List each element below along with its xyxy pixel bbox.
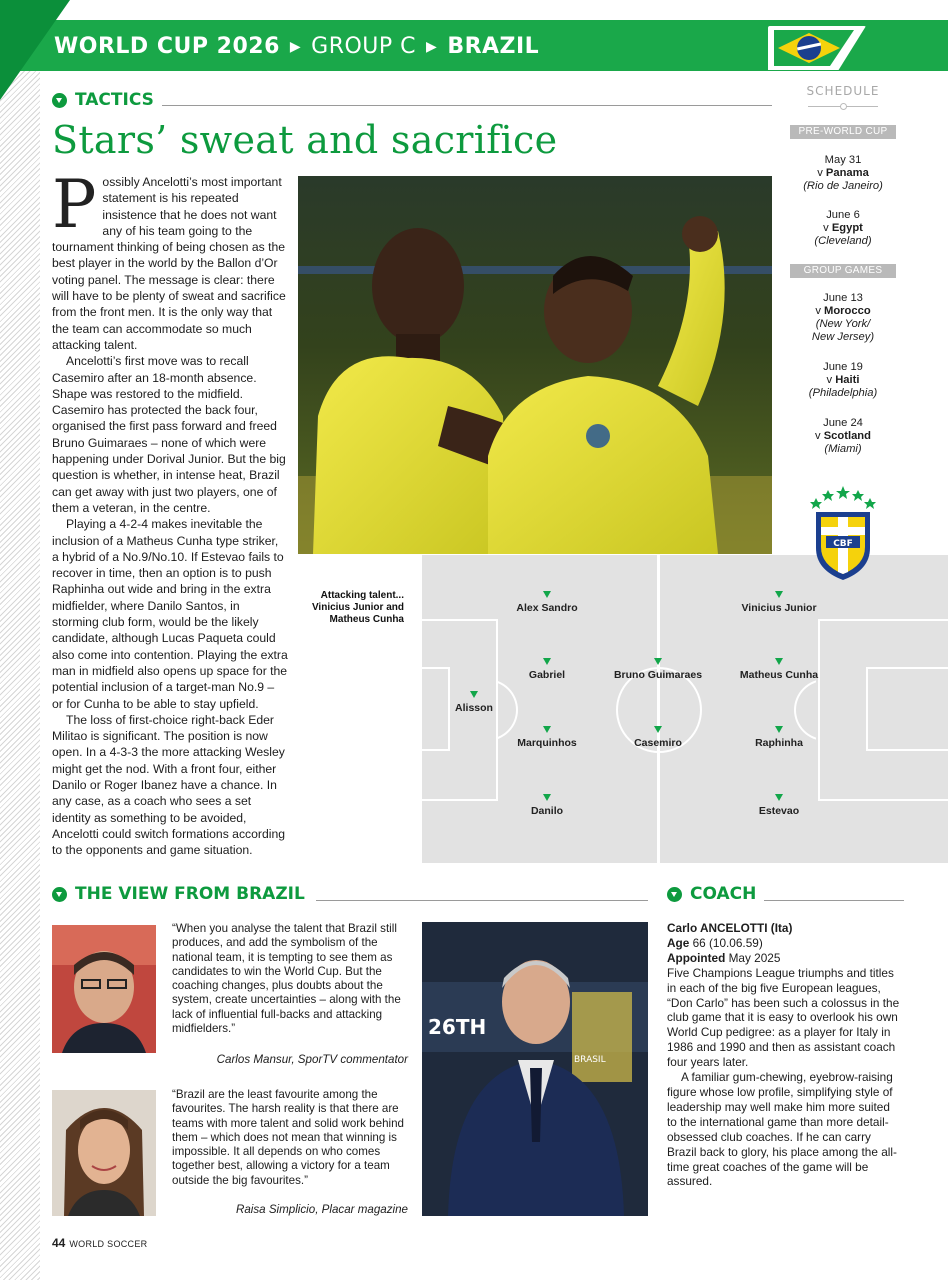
margin-hatching [0,0,40,1280]
commentator-photo [52,925,156,1053]
schedule-match: May 31 v Panama (Rio de Janeiro) [803,154,883,192]
coach-age: Age 66 (10.06.59) [667,935,763,950]
view-label: THE VIEW FROM BRAZIL [75,884,305,904]
player-marker-icon [654,726,662,733]
quote-text: “When you analyse the talent that Brazil still produces, and add the symbolism of the national team, it is tempting to see them as candidates to win the World Cup. But the coaching changes, plus doubts about the system, create uncertainties – along with the lack of influential full-backs and attacking midfielders.” [172,922,401,1036]
breadcrumb-group: GROUP C [311,33,417,59]
player-name: Vinicius Junior [741,602,817,614]
coach-profile [667,921,903,1189]
view-section-heading [52,884,305,904]
coach-paragraph: A familiar gum-chewing, eyebrow-raising figure whose low profile, simplifying style of leadership may well make him more suited to the international game than more detail-obsessed club coaches. If he can carry Brazil back to glory, his place among the all-time great coaches of the game will be assured. [667,1070,897,1189]
cbf-crest-icon [808,486,878,582]
player-marker-icon [543,591,551,598]
player-marker-icon [543,726,551,733]
player-name: Raphinha [755,737,803,749]
breadcrumb-separator-icon: ▶ [426,37,438,54]
schedule-dot-icon [840,103,847,110]
chevron-bullet-icon [52,93,67,108]
player-marker-icon [775,794,783,801]
chevron-bullet-icon [667,887,682,902]
schedule-match: June 19 v Haiti (Philadelphia) [808,361,878,399]
left-goal-area [420,667,450,751]
coach-photo [422,922,648,1216]
player-name: Danilo [530,805,564,817]
journalist-photo [52,1090,156,1216]
player-name: Bruno Guimaraes [613,669,703,681]
quote-author: Carlos Mansur, SporTV commentator [216,1053,408,1066]
coach-appointed: Appointed May 2025 [667,950,781,965]
article-headline: Stars’ sweat and sacrifice [52,118,558,162]
player-name: Marquinhos [517,737,577,749]
tactics-section-heading [52,90,154,110]
coach-name: Carlo ANCELOTTI (Ita) [667,921,793,935]
player-name: Matheus Cunha [739,669,819,681]
player-name: Alisson [455,702,493,714]
schedule-match: June 24 v Scotland (Miami) [815,417,871,455]
body-paragraph: The loss of first-choice right-back Eder Militao is significant. The position is now open. In a 4-3-3 the more attacking Wesley might get the nod. With a front four, either Danilo or Roger Ibanez have a chance. In any case, as a coach who sees a set identity as something to be avoided, Ancelotti could switch formations according to the opponents and game situation. [52,712,286,858]
page-number: 44 [52,1236,66,1250]
player-name: Alex Sandro [516,602,578,614]
schedule-match: June 13 v Morocco (New York/ New Jersey) [811,292,875,343]
pre-world-cup-tag: PRE-WORLD CUP [790,125,896,139]
player-marker-icon [775,726,783,733]
player-name: Gabriel [528,669,566,681]
player-name: Estevao [758,805,800,817]
breadcrumb-competition: WORLD CUP 2026 [54,33,280,59]
article-body [52,166,288,858]
body-paragraph: Possibly Ancelotti’s most important statement is his repeated insistence that he does not want any of his team going to the tournament thinking of being chosen as the best player in the world by the Ballon d’Or voting panel. The message is clear: there will have to be plenty of sweat and sacrifice from the front men. It is the only way that the team can accommodate so much attacking talent. [52,166,286,352]
coach-paragraph: Five Champions League triumphs and titles in each of the big five European leagues, “Don Carlo” has been such a colossus in the club game that it is easy to overlook his own World Cup pedigree: as a player for Italy in 1986 and 1990 and then as assistant coach four years later. [667,965,900,1070]
quote-text: “Brazil are the least favourite among the favourites. The harsh reality is that there are teams with more talent and solid work behind them – which does not mean that winning is impossible. It all depends on who comes together best, allowing a victory for a team outside the big favourites.” [172,1088,404,1187]
tactics-label: TACTICS [75,90,154,110]
breadcrumb-separator-icon: ▶ [289,37,302,54]
body-paragraph: Playing a 4-2-4 makes inevitable the inclusion of a Matheus Cunha type striker, a hybrid of a No.9/No.10. If Estevao fails to recover in time, then an option is to push Raphinha out wide and bring in the extra midfielder, where Danilo Santos, in storming club form, would be the likely candidate, although Lucas Paqueta could also come into contention. Playing the extra man in midfield also opens up space for the potential inclusion of a target-man No.9 – or for Cunha to be able to stay upfield. [52,517,288,711]
page-footer [52,1236,147,1250]
player-marker-icon [543,794,551,801]
svg-text:BRASIL: BRASIL [574,1055,606,1065]
photo-caption: Attacking talent... Vinicius Junior and Matheus Cunha [311,590,404,625]
body-paragraph: Ancelotti’s first move was to recall Casemiro after an 18-month absence. Shape was restored to the midfield. Casemiro has protected the back four, organised the first pass forward and freed Bruno Guimaraes – none of which were happening under Dorival Junior. But the big question is whether, in intense heat, Brazil can get away with just two players, one of them a veteran, in the centre. [52,354,286,515]
schedule-match: June 6 v Egypt (Cleveland) [814,209,872,247]
group-games-tag: GROUP GAMES [790,264,896,278]
breadcrumb [54,28,539,64]
coach-label: COACH [690,884,757,904]
breadcrumb-team: BRAZIL [447,33,540,59]
player-marker-icon [775,591,783,598]
player-marker-icon [654,658,662,665]
player-marker-icon [543,658,551,665]
player-name: Casemiro [634,737,682,749]
magazine-name: WORLD SOCCER [69,1239,148,1249]
chevron-bullet-icon [52,887,67,902]
svg-text:26TH: 26TH [428,1015,487,1039]
svg-text:CBF: CBF [833,539,853,549]
dropcap: P [52,166,97,243]
lineup-pitch [422,555,948,863]
player-marker-icon [470,691,478,698]
section-rule [764,900,904,901]
schedule-title: SCHEDULE [806,84,880,98]
coach-section-heading [667,884,756,904]
players-photo [298,176,772,554]
player-marker-icon [775,658,783,665]
right-goal-area [866,667,948,751]
section-rule [162,105,772,106]
section-rule [316,900,648,901]
quote-author: Raisa Simplicio, Placar magazine [235,1203,408,1216]
